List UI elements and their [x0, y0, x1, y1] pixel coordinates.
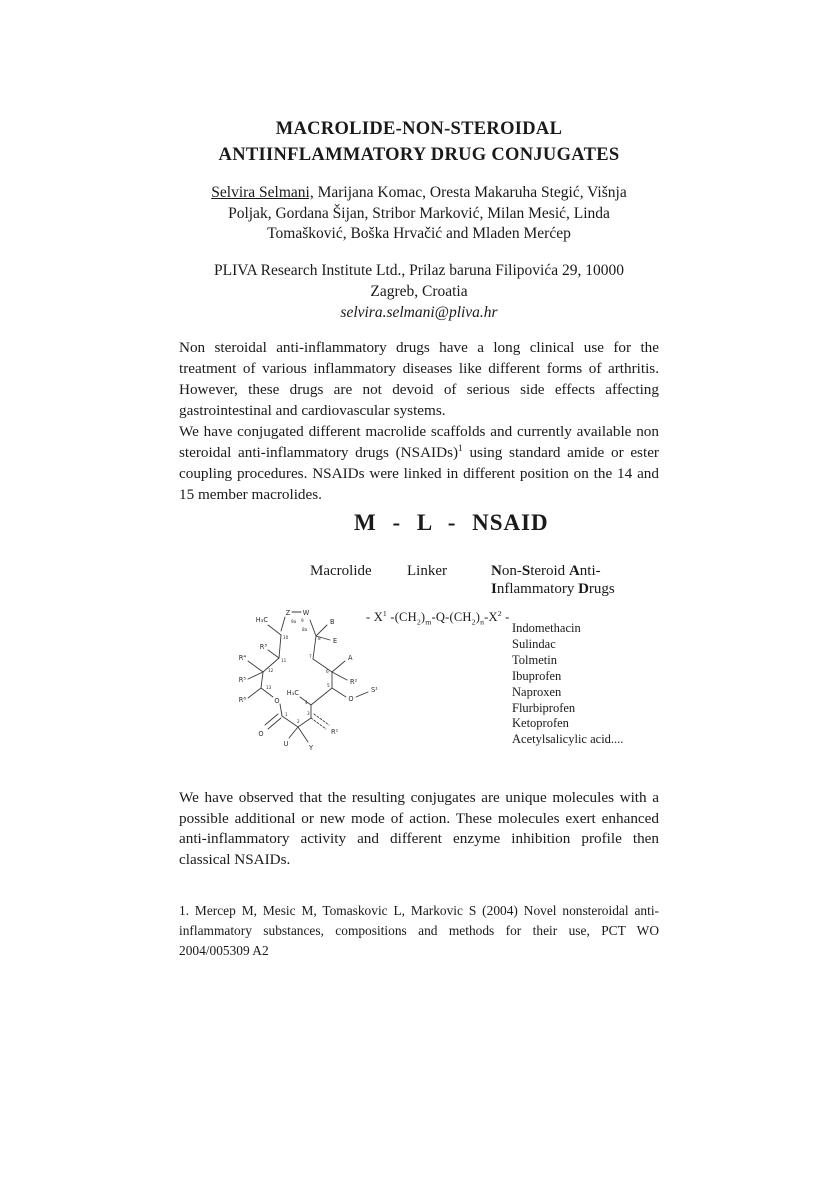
nsaid-label-line-2 [491, 581, 661, 599]
bond [248, 688, 261, 698]
bond [356, 692, 368, 697]
text-part: We have conjugated different macrolide scaffolds and currently available non steroidal anti-inflammatory drugs (NSAIDs) [179, 423, 659, 461]
text-part: nflammatory [496, 580, 579, 597]
affiliation-line-1: PLIVA Research Institute Ltd., Prilaz baruna Filipovića 29, 10000 [214, 262, 624, 279]
title-line-2: ANTIINFLAMMATORY DRUG CONJUGATES [218, 145, 620, 165]
atom-label: Z [285, 609, 291, 617]
bond [268, 625, 281, 635]
nsaid-item: Ketoprofen [512, 716, 569, 731]
text-part: -X [484, 610, 498, 624]
atom-label: B [330, 618, 335, 626]
bond [280, 704, 282, 716]
nsaid-item: Naproxen [512, 684, 562, 699]
text-part: Marijana Komac, Oresta Makaruha Stegić, Višnja [313, 184, 627, 201]
ring-position-number: 8a [302, 627, 308, 632]
authors-line-1 [179, 183, 659, 204]
bond [332, 688, 346, 697]
authors-block [179, 183, 659, 245]
atom-label: H₃C [286, 689, 299, 697]
text-part: 2 [416, 617, 421, 627]
text-part: rugs [588, 580, 615, 597]
bond [265, 714, 278, 725]
atom-label: R³ [259, 643, 267, 651]
text-part: A [568, 563, 580, 579]
bond [313, 659, 332, 672]
text-part: - X [366, 610, 383, 624]
nsaid-list [512, 621, 623, 748]
bond [332, 672, 347, 680]
ring-position-number: 11 [281, 658, 287, 663]
ring-position-number: 13 [266, 685, 272, 690]
text-part: ) [475, 610, 481, 624]
text-part: teroid [530, 563, 569, 579]
ring-position-number: 5 [327, 683, 330, 688]
bond [316, 625, 327, 636]
bond [298, 727, 308, 742]
bond [261, 672, 263, 688]
ring-position-number: 1 [285, 712, 288, 717]
text-part: I [491, 580, 497, 597]
atom-label: R⁶ [238, 696, 246, 704]
text-part: 2 [471, 617, 476, 627]
paragraph-intro: Non steroidal anti-inflammatory drugs have a long clinical use for the treatment of various inflammatory diseases like different forms of arthritis. However, these drugs are not devoid of serious side effects affecting gastrointestinal and cardiovascular systems. [179, 339, 659, 419]
bond [279, 635, 281, 658]
atom-label: O [348, 695, 354, 703]
atom-label: U [283, 740, 289, 748]
atom-label: E [333, 637, 338, 645]
bond [332, 661, 345, 672]
text-part: using standard amide or ester coupling procedures. NSAIDs were linked in different position on the 14 and 15 member macrolides. [179, 444, 659, 503]
email-address: selvira.selmani@pliva.hr [340, 304, 498, 321]
ring-position-number: 12 [268, 668, 274, 673]
bond [281, 617, 285, 631]
ring-position-number: 4 [305, 700, 308, 705]
nsaid-item: Tolmetin [512, 652, 557, 667]
dashed-bond [314, 714, 329, 725]
atom-label: R⁵ [238, 676, 246, 684]
ring-position-number: 7 [309, 654, 312, 659]
text-part: N [491, 563, 502, 579]
authors-line-2: Poljak, Gordana Šijan, Stribor Marković, Milan Mesić, Linda [228, 204, 610, 222]
nsaid-item: Ibuprofen [512, 668, 562, 683]
text-part: 1 [382, 608, 387, 618]
title-line-1: MACROLIDE-NON-STEROIDAL [275, 119, 563, 139]
text-part: 1 [458, 443, 463, 454]
bond [248, 661, 263, 672]
atom-label: W [302, 609, 310, 617]
nsaid-item: Indomethacin [512, 621, 581, 635]
bond [248, 672, 263, 679]
dashed-bond [311, 718, 326, 729]
bond [289, 727, 298, 738]
atom-label: O [274, 697, 280, 705]
text-part: - [501, 610, 510, 624]
ring-position-number: 9a [291, 619, 297, 624]
nsaid-label [491, 563, 661, 598]
bond [310, 620, 316, 636]
atom-label: O [258, 730, 264, 738]
paragraph-conclusion: We have observed that the resulting conjugates are unique molecules with a possible additional or new mode of action. These molecules exert enhanced anti-inflammatory activity and different enzyme inhibition profile then classical NSAIDs. [179, 789, 659, 868]
nsaid-label-line-1 [491, 563, 661, 581]
atom-label: R¹ [331, 728, 339, 736]
text-part: on- [501, 563, 522, 579]
nsaid-item: Acetylsalicylic acid.... [512, 732, 624, 747]
atom-label: A [348, 654, 353, 662]
text-part: D [578, 580, 589, 597]
text-part: -Q-(CH [431, 610, 472, 624]
ring-position-number: 3 [307, 711, 310, 716]
bond [313, 636, 316, 659]
macrolide-label: Macrolide [310, 563, 372, 579]
nsaid-item: Sulindac [512, 636, 556, 651]
ring-position-number: 9 [301, 618, 304, 623]
paragraph-methods [179, 421, 659, 505]
atom-label: Y [308, 744, 314, 752]
text-part: 2 [497, 608, 502, 618]
bond [268, 650, 279, 658]
abstract-body [179, 337, 659, 505]
text-part: ) [420, 610, 426, 624]
nsaid-item: Flurbiprofen [512, 700, 576, 715]
atom-label: S¹ [371, 686, 378, 694]
paper-title [179, 116, 659, 168]
bond [282, 716, 298, 727]
text-part: m [425, 617, 432, 627]
authors-line-3: Tomašković, Boška Hrvačić and Mladen Merćep [267, 225, 571, 242]
atom-label: R² [350, 678, 358, 686]
affiliation-line-2: Zagreb, Croatia [370, 283, 468, 300]
bond [298, 718, 311, 727]
ring-position-number: 10 [283, 635, 289, 640]
ring-position-number: 8 [318, 636, 321, 641]
ring-position-number: 2 [297, 719, 300, 724]
text-part: nti- [579, 563, 601, 579]
text-part: S [521, 563, 531, 579]
atom-label: R⁴ [238, 654, 246, 662]
text-part: -(CH [387, 610, 417, 624]
bond [268, 718, 281, 729]
ring-position-number: 6 [326, 669, 329, 674]
linker-label: Linker [407, 563, 447, 579]
footnote-reference: 1. Mercep M, Mesic M, Tomaskovic L, Markovic S (2004) Novel nonsteroidal anti-inflammatory substances, compositions and methods for their use, PCT WO 2004/005309 A2 [179, 903, 659, 958]
linker-formula [366, 610, 510, 625]
text-part: n [480, 617, 485, 627]
scheme-heading: M - L - NSAID [354, 510, 549, 535]
text-part: Selvira Selmani, [211, 184, 314, 201]
bond [311, 688, 332, 705]
affiliation-block [179, 260, 659, 323]
atom-label: H₃C [255, 616, 268, 624]
